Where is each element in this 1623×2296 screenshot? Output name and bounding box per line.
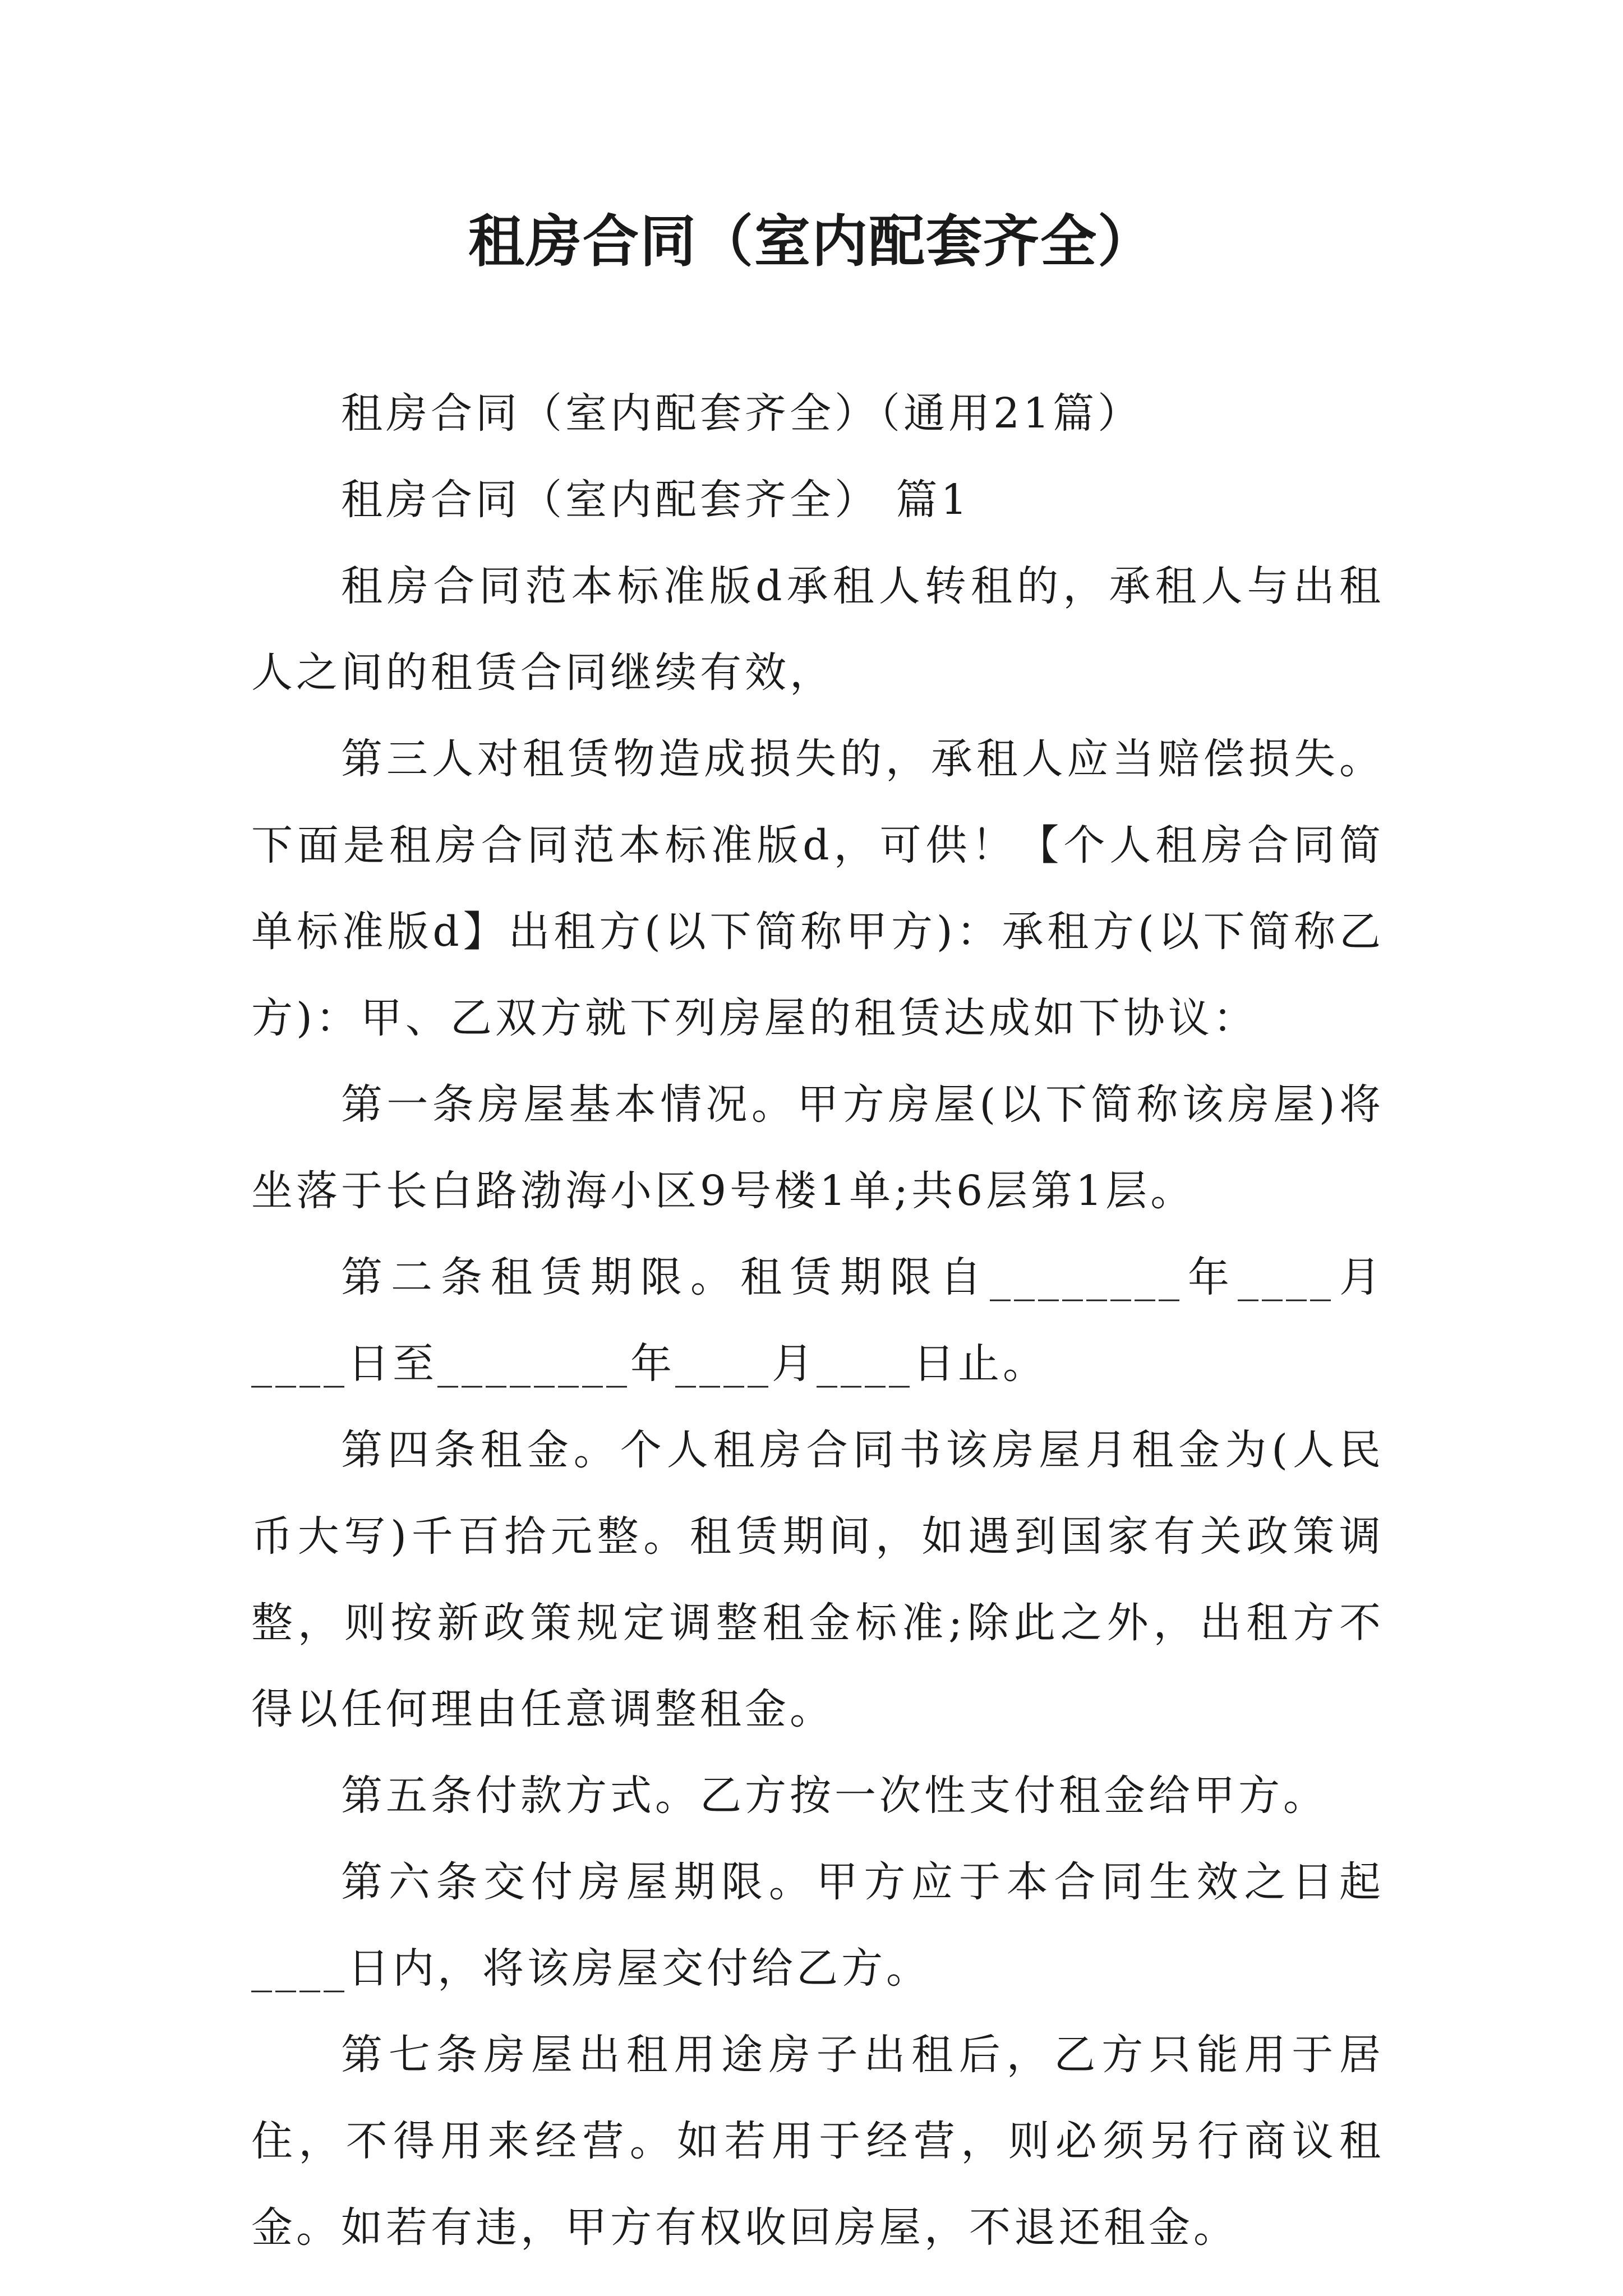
paragraph: 租房合同（室内配套齐全） 篇1 [341, 476, 971, 524]
paragraph: 租房合同（室内配套齐全）（通用21篇） [341, 389, 1143, 438]
paragraph: 第三人对租赁物造成损失的，承租人应当赔偿损失。下面是租房合同范本标准版d，可供！【个人租房合同简单标准版d】出租方(以下简称甲方)：承租方(以下简称乙方)：甲、乙双方就下列房屋的租赁达成如下协议： [251, 735, 1384, 1042]
document-title: 租房合同（室内配套齐全） [468, 208, 1155, 274]
paragraph: 第四条租金。个人租房合同书该房屋月租金为(人民币大写)千百拾元整。租赁期间，如遇到国家有关政策调整，则按新政策规定调整租金标准;除此之外，出租方不得以任何理由任意调整租金。 [251, 1426, 1384, 1733]
paragraph: 第六条交付房屋期限。甲方应于本合同生效之日起____日内，将该房屋交付给乙方。 [251, 1858, 1384, 1993]
paragraph: 租房合同范本标准版d承租人转租的，承租人与出租人之间的租赁合同继续有效， [251, 562, 1384, 697]
paragraph: 第七条房屋出租用途房子出租后，乙方只能用于居住，不得用来经营。如若用于经营，则必须另行商议租金。如若有违，甲方有权收回房屋，不退还租金。 [251, 2031, 1384, 2252]
paragraph: 第二条租赁期限。租赁期限自________年____月____日至________年____月____日止。 [251, 1253, 1384, 1388]
document-body [251, 370, 1384, 2271]
paragraph: 第一条房屋基本情况。甲方房屋(以下简称该房屋)将坐落于长白路渤海小区9号楼1单;共6层第1层。 [251, 1080, 1384, 1215]
paragraph: 第五条付款方式。乙方按一次性支付租金给甲方。 [341, 1772, 1328, 1820]
